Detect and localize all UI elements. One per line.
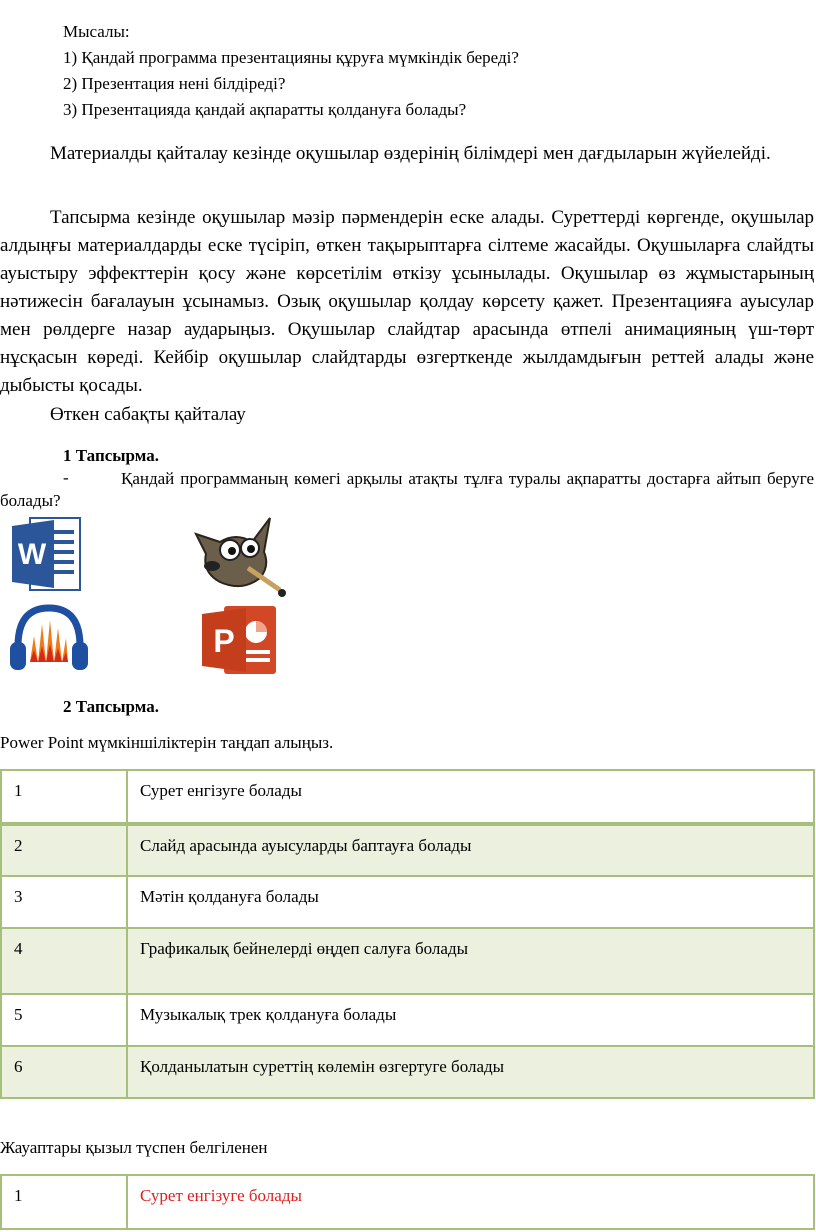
task2-title: 2 Тапсырма. bbox=[63, 697, 159, 716]
row-number: 1 bbox=[1, 770, 127, 824]
options-table bbox=[0, 769, 815, 1099]
table-row bbox=[1, 928, 814, 994]
svg-text:P: P bbox=[213, 623, 235, 659]
row-text: Слайд арасында ауысуларды баптауға болады bbox=[127, 824, 814, 876]
row-number: 2 bbox=[1, 824, 127, 876]
svg-text:W: W bbox=[17, 538, 47, 571]
table-row bbox=[1, 994, 814, 1046]
word-icon bbox=[10, 516, 84, 592]
powerpoint-icon bbox=[200, 602, 280, 678]
task2-instruction: Power Point мүмкіншіліктерін таңдап алыңыз. bbox=[0, 733, 334, 752]
row-text: Қолданылатын суреттің көлемін өзгертуге болады bbox=[127, 1046, 814, 1098]
table-row bbox=[1, 1175, 814, 1229]
example-item-2: 2) Презентация нені білдіреді? bbox=[63, 74, 286, 93]
answer-text: Сурет енгізуге болады bbox=[127, 1175, 814, 1229]
task1-title: 1 Тапсырма. bbox=[63, 446, 159, 465]
row-number: 1 bbox=[1, 1175, 127, 1229]
table-row bbox=[1, 824, 814, 876]
table-row bbox=[1, 1046, 814, 1098]
example-item-3: 3) Презентацияда қандай ақпаратты қолдануға болады? bbox=[63, 100, 467, 119]
paragraph-systematize: Материалды қайталау кезінде оқушылар өздерінің білімдері мен дағдыларын жүйелейді. bbox=[50, 143, 771, 164]
table-row bbox=[1, 876, 814, 928]
audacity-icon bbox=[8, 602, 90, 676]
gimp-icon bbox=[190, 516, 288, 598]
paragraph-task-description: Тапсырма кезінде оқушылар мәзір пәрмендерін еске алады. Суреттерді көргенде, оқушылар алдыңғы материалдарды еске түсіріп, өткен тақырыптарға сілтеме жасайды. Оқушыларға слайдты ауыстыру эффекттерін қосу және көрсетілім өткізу ұсынылады. Оқушылар өз жұмыстарының нәтижесін бағалауын ұсынамыз. Озық оқушылар қолдау көрсету қажет. Презентацияға ауысулар мен рөлдерге назар аударыңыз. Оқушылар слайдтар арасында өтпелі анимацияның үш-төрт нұсқасын көреді. Кейбір оқушылар слайдтарды өзгерткенде жылдамдығын реттей алады және дыбысты қосады. bbox=[0, 207, 814, 396]
row-number: 4 bbox=[1, 928, 127, 994]
table-row bbox=[1, 770, 814, 824]
row-number: 6 bbox=[1, 1046, 127, 1098]
row-number: 3 bbox=[1, 876, 127, 928]
row-text: Графикалық бейнелерді өңдеп салуға болады bbox=[127, 928, 814, 994]
row-text: Музыкалық трек қолдануға болады bbox=[127, 994, 814, 1046]
row-text: Мәтін қолдануға болады bbox=[127, 876, 814, 928]
row-text: Сурет енгізуге болады bbox=[127, 770, 814, 824]
review-heading: Өткен сабақты қайталау bbox=[50, 404, 246, 425]
task1-question: Қандай программаның көмегі арқылы атақты тұлға туралы ақпаратты достарға айтып беруге болады? bbox=[0, 469, 814, 510]
example-item-1: 1) Қандай программа презентацияны құруға мүмкіндік береді? bbox=[63, 48, 519, 67]
task1-dash: - bbox=[63, 468, 69, 487]
answers-table bbox=[0, 1174, 815, 1230]
answers-heading: Жауаптары қызыл түспен белгіленен bbox=[0, 1138, 268, 1157]
row-number: 5 bbox=[1, 994, 127, 1046]
examples-heading: Мысалы: bbox=[63, 22, 130, 41]
